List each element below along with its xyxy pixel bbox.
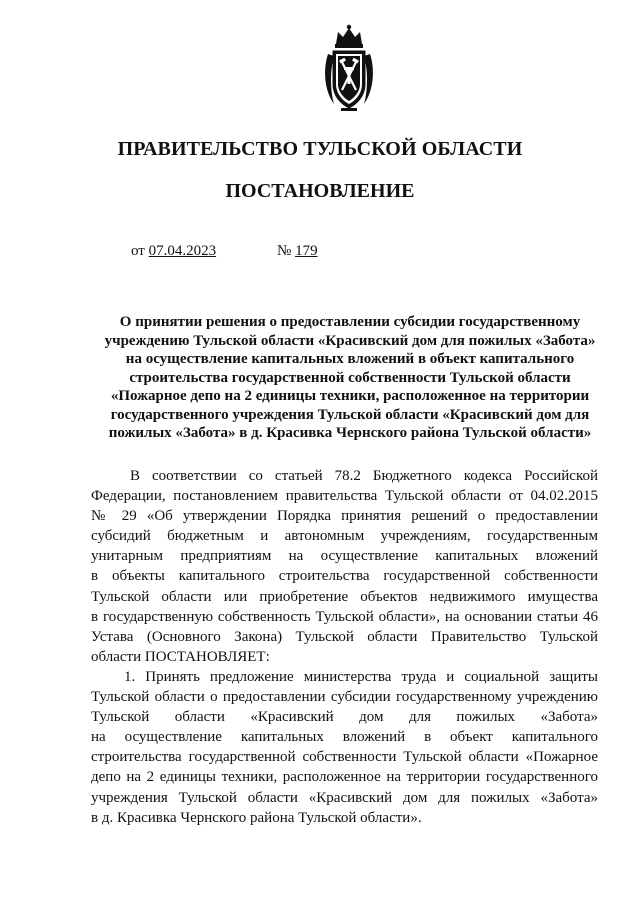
preamble-line: унитарным предприятиям на осуществление капитальных вложений [91,548,598,565]
preamble-line: № 29 «Об утверждении Порядка принятия решений о предоставлении [91,508,598,525]
heading-line: О принятии решения о предоставлении субсидии государственному [119,314,581,330]
preamble-line: в объекты капитального строительства государственной собственности [91,568,598,585]
number-prefix: № [277,243,292,259]
document-date [131,243,216,260]
preamble-line: В соответствии со статьей 78.2 Бюджетного кодекса Российской [130,468,598,484]
preamble-line: Тульской области или приобретение объектов недвижимого имущества [91,588,598,605]
item-1-line: Тульской области «Красивский дом для пожилых «Забота» [91,709,598,726]
item-1-line: учреждения Тульской области «Красивский дом для пожилых «Забота» [91,789,598,806]
tula-oblast-coat-of-arms-icon [322,24,376,114]
heading-line: учреждению Тульской области «Красивский дом для пожилых «Забота» [104,332,596,349]
item-1-line: 1. Принять предложение министерства труда и социальной защиты [124,668,598,685]
heading-line: пожилых «Забота» в д. Красивка Чернского района Тульской области» [108,425,592,441]
item-1-line: Тульской области о предоставлении субсидии государственному учреждению [91,689,598,706]
preamble-line: области ПОСТАНОВЛЯЕТ: [91,648,270,665]
resolution-body [91,466,598,828]
heading-line: «Пожарное депо на 2 единицы техники, расположенное на территории [110,388,590,404]
document-type-title: ПОСТАНОВЛЕНИЕ [225,180,415,202]
item-1-line: в д. Красивка Чернского района Тульской области». [91,809,422,826]
date-value: 07.04.2023 [148,243,217,259]
number-value: 179 [295,243,318,259]
document-number [277,243,318,260]
item-1-line: депо на 2 единицы техники, расположенное на территории государственного [91,769,598,786]
resolution-heading [80,313,620,443]
item-1-line: на осуществление капитальных вложений в объект капитального [91,729,598,746]
heading-line: строительства государственной собственности Тульской области [129,369,571,386]
item-1-line: строительства государственной собственности Тульской области «Пожарное [91,749,598,766]
preamble-line: субсидий бюджетным и автономным учреждениям, государственным [91,528,598,545]
government-title: ПРАВИТЕЛЬСТВО ТУЛЬСКОЙ ОБЛАСТИ [117,138,523,160]
preamble-line: в государственную собственность Тульской области», на основании статьи 46 [91,608,598,625]
preamble-line: Устава (Основного Закона) Тульской области Правительство Тульской [91,628,598,645]
heading-line: государственного учреждения Тульской области «Красивский дом для [110,406,590,423]
date-prefix: от [131,243,145,259]
preamble-line: Федерации, постановлением правительства Тульской области от 04.02.2015 [91,488,598,505]
heading-line: на осуществление капитальных вложений в объект капитального [125,351,575,367]
